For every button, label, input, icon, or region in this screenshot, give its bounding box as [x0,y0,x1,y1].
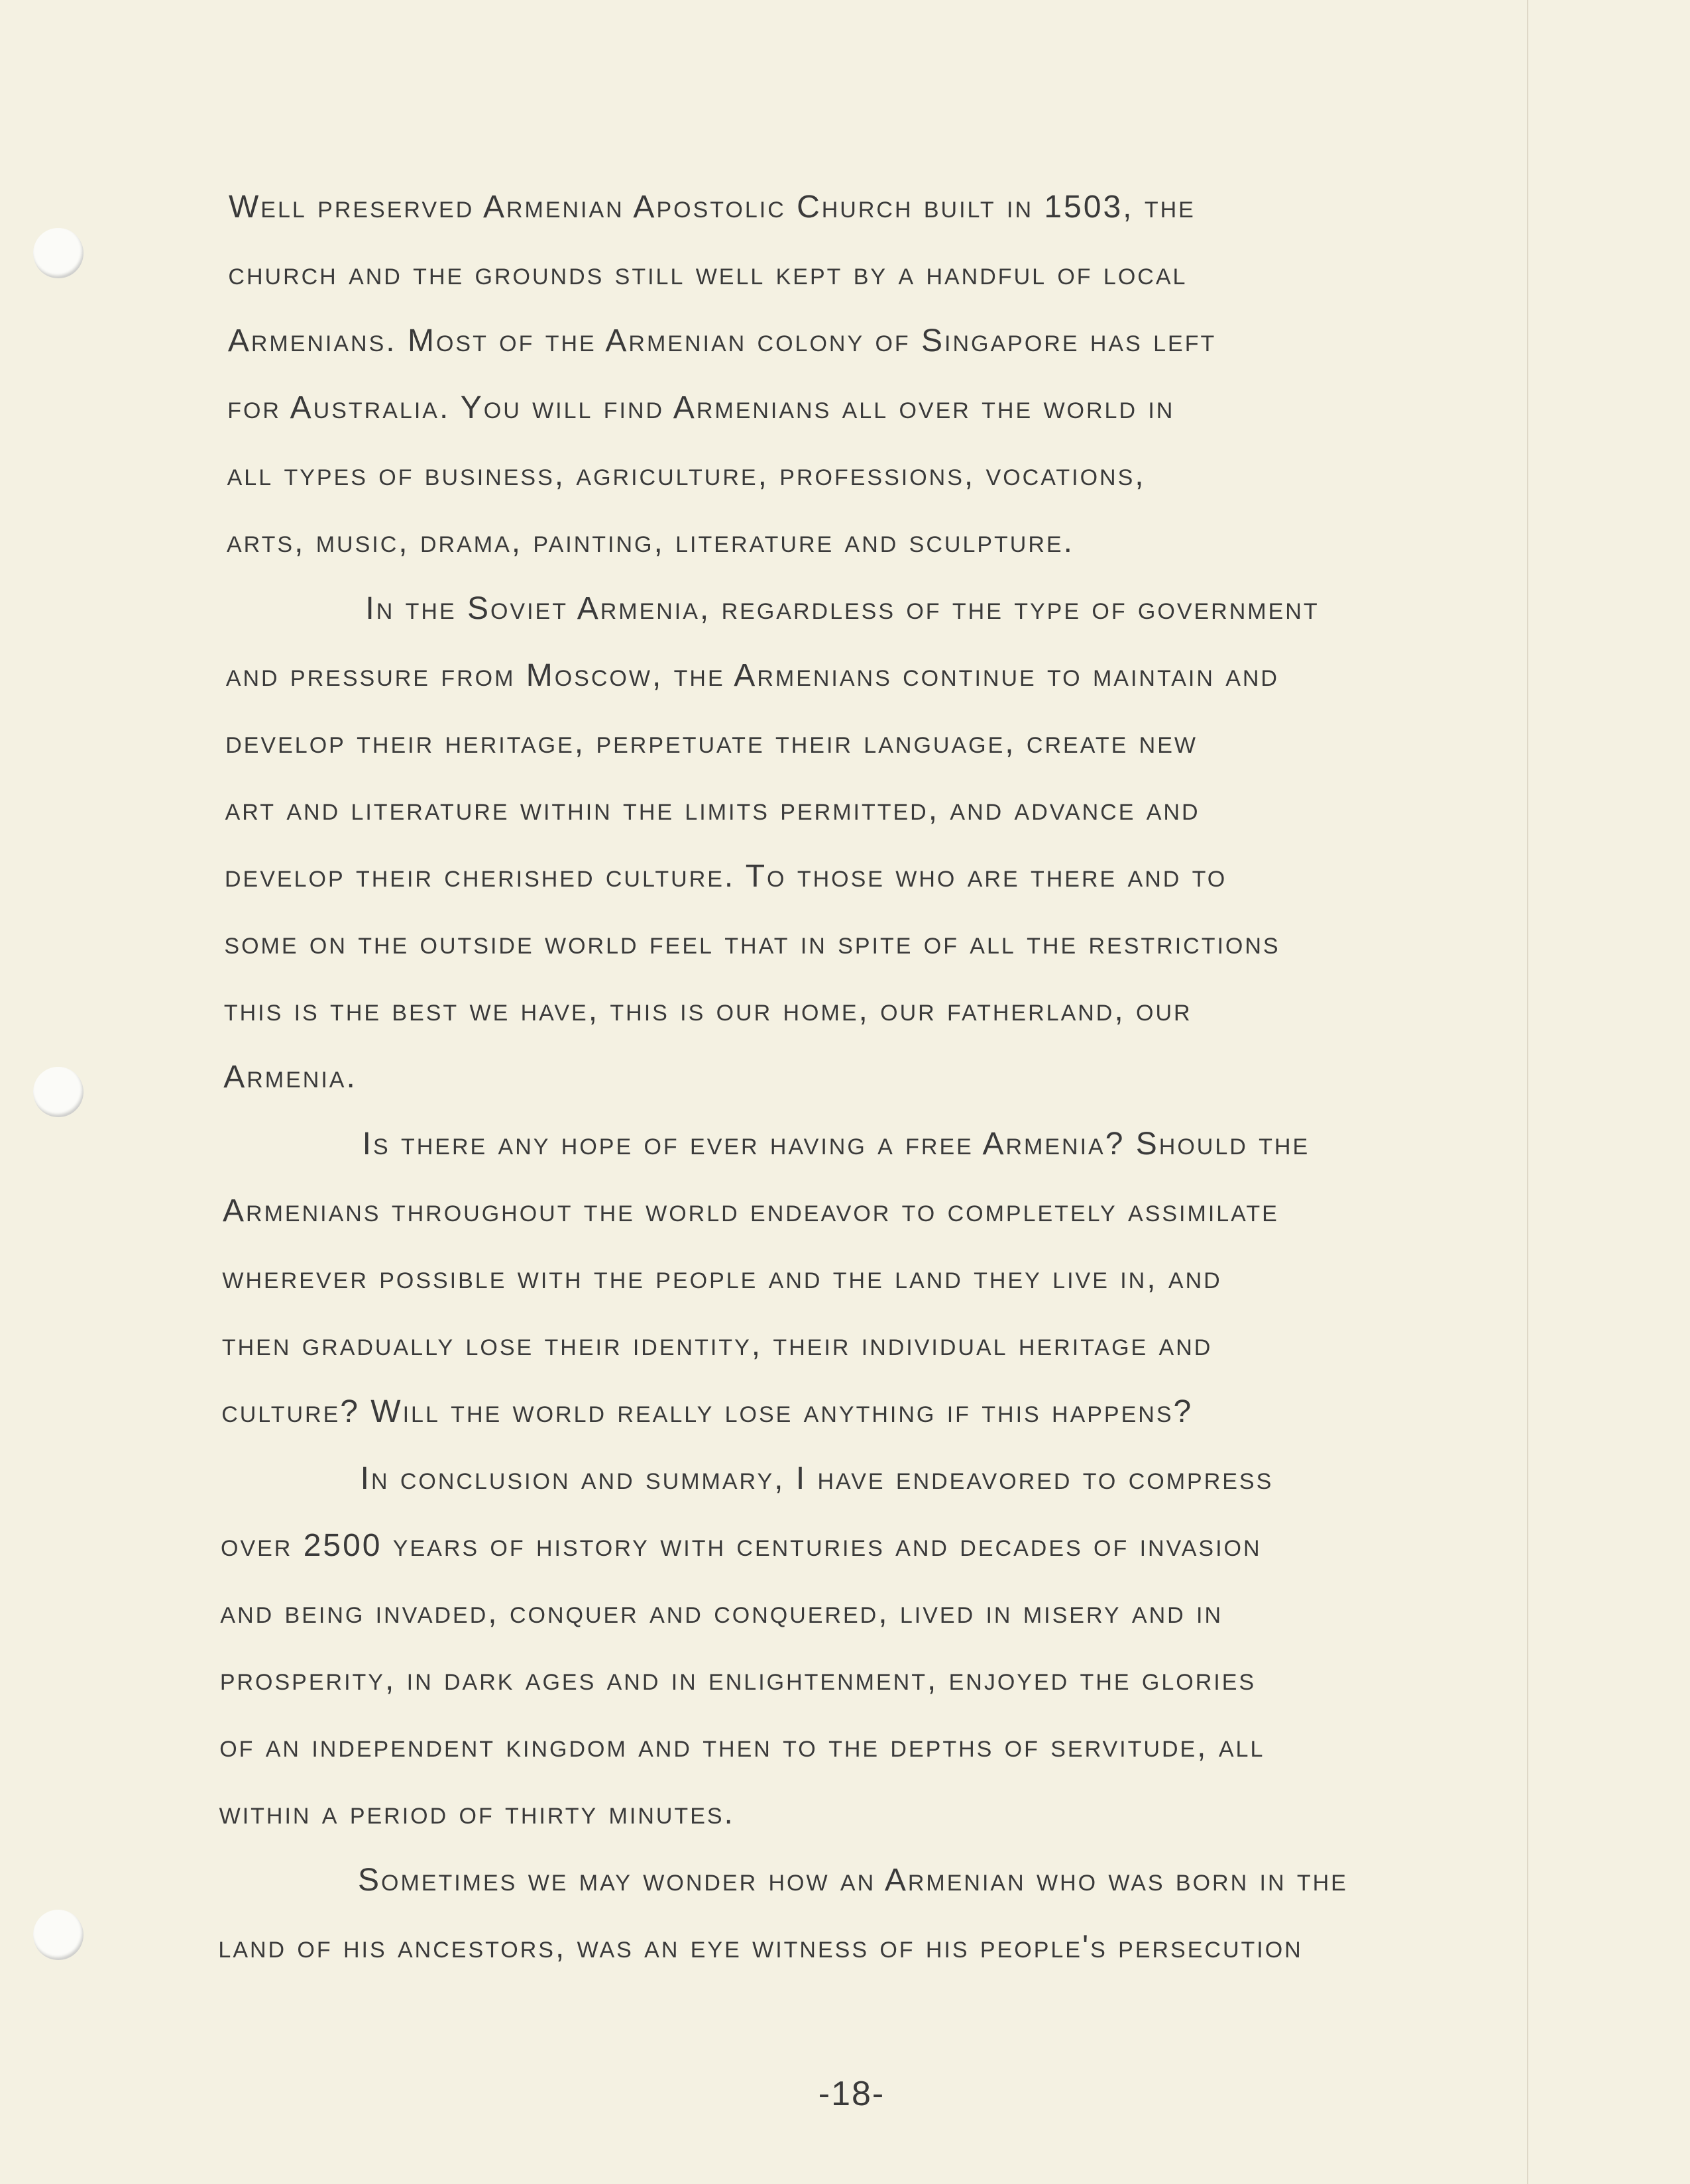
text-line: within a period of thirty minutes. [219,1796,735,1831]
text-line: wherever possible with the people and the land they live in, and [222,1260,1222,1295]
text-line: over 2500 years of history with centuries and decades of invasion [221,1528,1262,1563]
text-line: Armenians. Most of the Armenian colony of Singapore has left [227,323,1217,358]
text-line: develop their cherished culture. To those who are there and to [225,859,1227,894]
text-line: for Australia. You will find Armenians all over the world in [227,390,1175,425]
page-number: -18- [818,2075,885,2113]
text-line: art and literature within the limits permitted, and advance and [225,792,1200,827]
text-line: Armenia. [223,1060,357,1095]
text-line: land of his ancestors, was an eye witness of his people's persecution [218,1930,1303,1965]
binder-hole-bottom [33,1910,84,1960]
text-line: prosperity, in dark ages and in enlightenment, enjoyed the glories [219,1662,1257,1697]
text-line: Well preserved Armenian Apostolic Church built in 1503, the [229,190,1196,225]
text-line: In the Soviet Armenia, regardless of the type of government [365,591,1320,626]
body-text [218,174,1620,1981]
text-line: and being invaded, conquer and conquered, lived in misery and in [220,1595,1223,1630]
text-line: Is there any hope of ever having a free Armenia? Should the [362,1126,1310,1162]
text-line: culture? Will the world really lose anything if this happens? [221,1394,1194,1429]
text-line: some on the outside world feel that in spite of all the restrictions [224,926,1280,961]
text-line: arts, music, drama, painting, literature and sculpture. [227,524,1074,559]
text-line: all types of business, agriculture, professions, vocations, [227,457,1146,492]
text-line: then gradually lose their identity, their individual heritage and [221,1327,1213,1362]
text-line: church and the grounds still well kept by a handful of local [228,256,1188,292]
text-line: Armenians throughout the world endeavor to completely assimilate [223,1193,1279,1228]
text-line: In conclusion and summary, I have endeavored to compress [360,1461,1274,1496]
text-line: and pressure from Moscow, the Armenians continue to maintain and [225,658,1279,693]
text-line: of an independent kingdom and then to the depths of servitude, all [219,1729,1265,1764]
binder-hole-top [33,228,84,278]
binder-hole-middle [33,1067,84,1117]
text-line: this is the best we have, this is our home, our fatherland, our [223,993,1192,1028]
text-line: Sometimes we may wonder how an Armenian who was born in the [358,1863,1348,1898]
text-line: develop their heritage, perpetuate their language, create new [225,725,1198,760]
